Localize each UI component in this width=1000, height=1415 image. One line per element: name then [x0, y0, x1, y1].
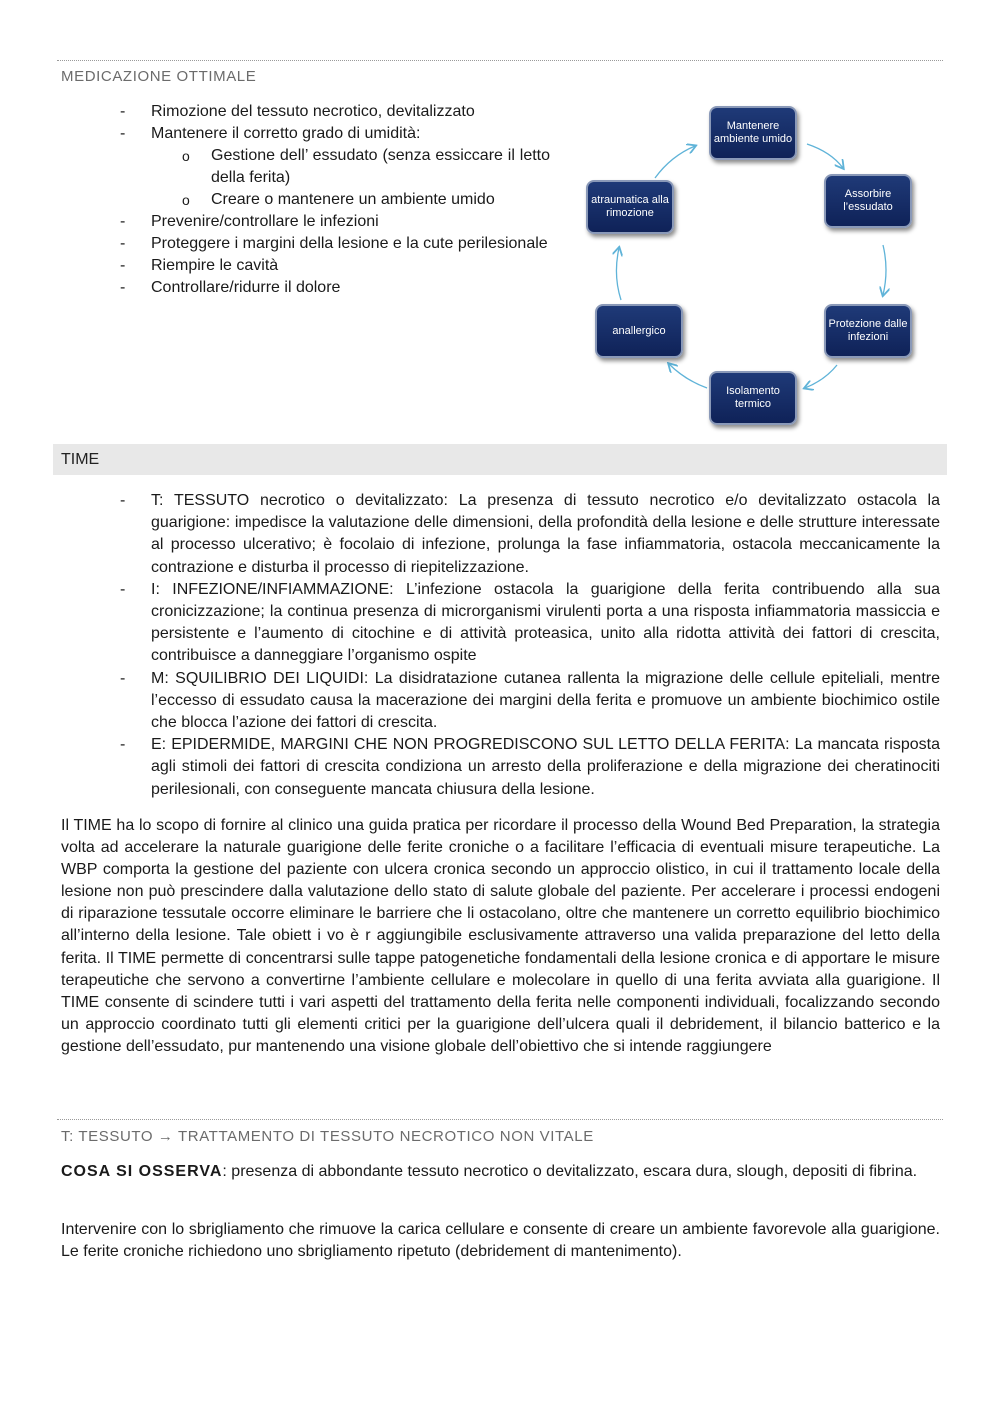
cycle-arrow: [669, 364, 707, 388]
section-heading-medicazione: MEDICAZIONE OTTIMALE: [61, 68, 257, 85]
list-item: - Controllare/ridurre il dolore: [120, 279, 341, 296]
time-list: [120, 490, 940, 801]
list-item: - Proteggere i margini della lesione e la cute perilesionale: [120, 235, 548, 252]
observe-text: : presenza di abbondante tessuto necrotico o devitalizzato, escara dura, slough, depositi di fibrina.: [222, 1163, 918, 1180]
medicazione-list: [120, 101, 550, 299]
list-item: - Mantenere il corretto grado di umidità:: [120, 125, 421, 142]
diagram-node: Mantenere ambiente umido: [709, 106, 797, 160]
diagram-node: Protezione dalle infezioni: [824, 304, 912, 358]
sub-list-item: o Gestione dell’ essudato (senza essiccare il letto della ferita): [182, 147, 550, 186]
cycle-arrow: [883, 245, 886, 295]
diagram-node: atraumatica alla rimozione: [586, 180, 674, 234]
section-heading-tessuto: T: TESSUTO → TRATTAMENTO DI TESSUTO NECROTICO NON VITALE: [61, 1128, 594, 1145]
sub-list-item: o Creare o mantenere un ambiente umido: [182, 191, 495, 208]
section-divider: [57, 60, 943, 61]
list-item: - Riempire le cavità: [120, 257, 279, 274]
cycle-arrow: [805, 365, 837, 388]
cycle-arrow: [807, 144, 843, 168]
list-item: - M: SQUILIBRIO DEI LIQUIDI: La disidratazione cutanea rallenta la migrazione delle cellule epiteliali, mentre l’eccesso di essudato causa la macerazione dei margini della ferita e promuove un ambiente biochimico ostile che blocca l’azione dei fattori di crescita.: [120, 669, 940, 732]
cycle-arrow: [655, 146, 695, 178]
list-item: - Prevenire/controllare le infezioni: [120, 213, 379, 230]
treatment-paragraph: Intervenire con lo sbrigliamento che rimuove la carica cellulare e consente di creare un ambiente favorevole alla guarigione. Le ferite croniche richiedono uno sbrigliamento ripetuto (debridement di mantenimento).: [61, 1221, 940, 1261]
observe-paragraph: [61, 1161, 940, 1183]
section-band-time: [53, 444, 947, 475]
diagram-node: anallergico: [595, 304, 683, 358]
cycle-arrow: [616, 248, 621, 300]
observe-label: COSA SI OSSERVA: [61, 1163, 223, 1180]
list-item: - T: TESSUTO necrotico o devitalizzato: La presenza di tessuto necrotico e/o devitalizzato ostacola la guarigione: impedisce la valutazione delle dimensioni, della profondità della lesione e delle strutture interessate al processo ulcerativo; è focolaio di infezione, prolunga la fase infiammatoria, ostacola meccanicamente la contrazione e disturba il processo di riepitelizzazione.: [120, 492, 940, 576]
cycle-diagram: [583, 100, 923, 436]
diagram-node: Assorbire l’essudato: [824, 174, 912, 228]
time-paragraph: Il TIME ha lo scopo di fornire al clinico una guida pratica per ricordare il processo della Wound Bed Preparation, la strategia volta ad accelerare la naturale guarigione delle ferite croniche o a facilitare l’efficacia di eventuali misure terapeutiche. La WBP comporta la gestione del paziente con ulcera cronica secondo un approccio olistico, in cui il trattamento locale della lesione non può prescindere dalla valutazione dello stato di salute globale del paziente. Per accelerare i processi endogeni di riparazione tessutale occorre eliminare le barriere che li ostacolano, oltre che mantenere un corretto equilibrio biochimico all’interno della lesione. Tale obiett i vo è r aggiungibile esclusivamente attraverso una valida preparazione del letto della ferita. Il TIME permette di concentrarsi sulle tappe patogenetiche fondamentali della lesione cronica e di apportare le misure terapeutiche che servono a convertirne l’ambiente cellulare e molecolare in quello di una ferita avviata alla guarigione. Il TIME consente di scindere tutti i vari aspetti del trattamento della ferita nelle componenti individuali, focalizzando secondo un approccio coordinato tutti gli elementi critici per la guarigione dell’ulcera quali il debridement, il bilancio batterico e la gestione dell’essudato, pur mantenendo una visione globale dell’obiettivo che si intende raggiungere: [61, 817, 940, 1055]
list-item: - E: EPIDERMIDE, MARGINI CHE NON PROGREDISCONO SUL LETTO DELLA FERITA: La mancata risposta agli stimoli dei fattori di crescita condiziona un arresto della proliferazione e della migrazione dei cheratinociti perilesionali, con conseguente mancata chiusura della lesione.: [120, 736, 940, 798]
section-heading-time: TIME: [61, 451, 100, 468]
list-item: - Rimozione del tessuto necrotico, devitalizzato: [120, 103, 475, 120]
diagram-node: Isolamento termico: [709, 371, 797, 425]
section-divider: [57, 1119, 943, 1120]
list-item: - I: INFEZIONE/INFIAMMAZIONE: L’infezione ostacola la guarigione della ferita contribuendo alla sua cronicizzazione; la continua presenza di microrganismi virulenti porta a una risposta infiammatoria massiccia e persistente e l’aumento di citochine e di attività proteasica, unito alla ridotta attività dei fattori di crescita, contribuisce a danneggiare l’organismo ospite: [120, 580, 940, 665]
